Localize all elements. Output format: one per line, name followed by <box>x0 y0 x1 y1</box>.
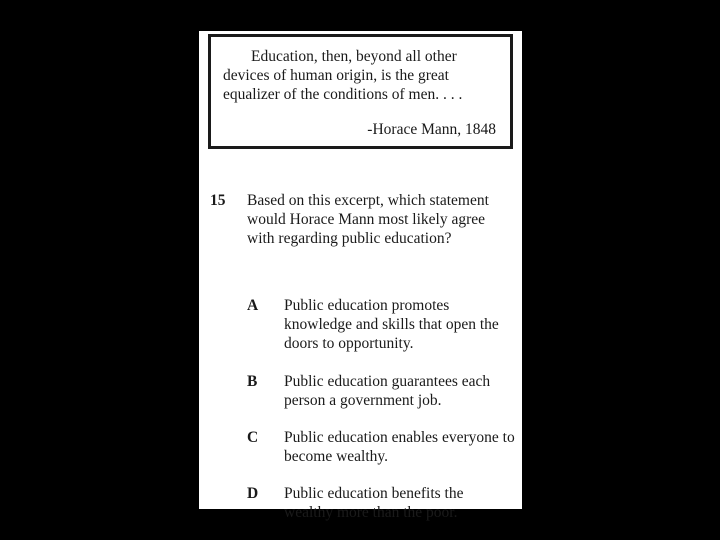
quote-text: Education, then, beyond all other devices of human origin, is the great equalizer of the conditions of men. . . . <box>223 48 463 103</box>
question-number: 15 <box>210 192 226 209</box>
quote-author: -Horace Mann, 1848 <box>367 121 496 138</box>
document-page <box>199 31 522 521</box>
option-letter: A <box>247 297 259 314</box>
quote-box <box>208 34 513 149</box>
option-letter: C <box>247 429 259 446</box>
option-text: Public education promotes knowledge and skills that open the doors to opportunity. <box>284 297 499 352</box>
option-text: Public education guarantees each person a government job. <box>284 373 491 409</box>
option-letter: B <box>247 373 258 390</box>
question-stem: Based on this excerpt, which statement would Horace Mann most likely agree with regarding public education? <box>247 192 489 247</box>
option-text: Public education benefits the wealthy more than the poor. <box>284 485 464 521</box>
option-text: Public education enables everyone to become wealthy. <box>284 429 515 465</box>
option-letter: D <box>247 485 259 502</box>
